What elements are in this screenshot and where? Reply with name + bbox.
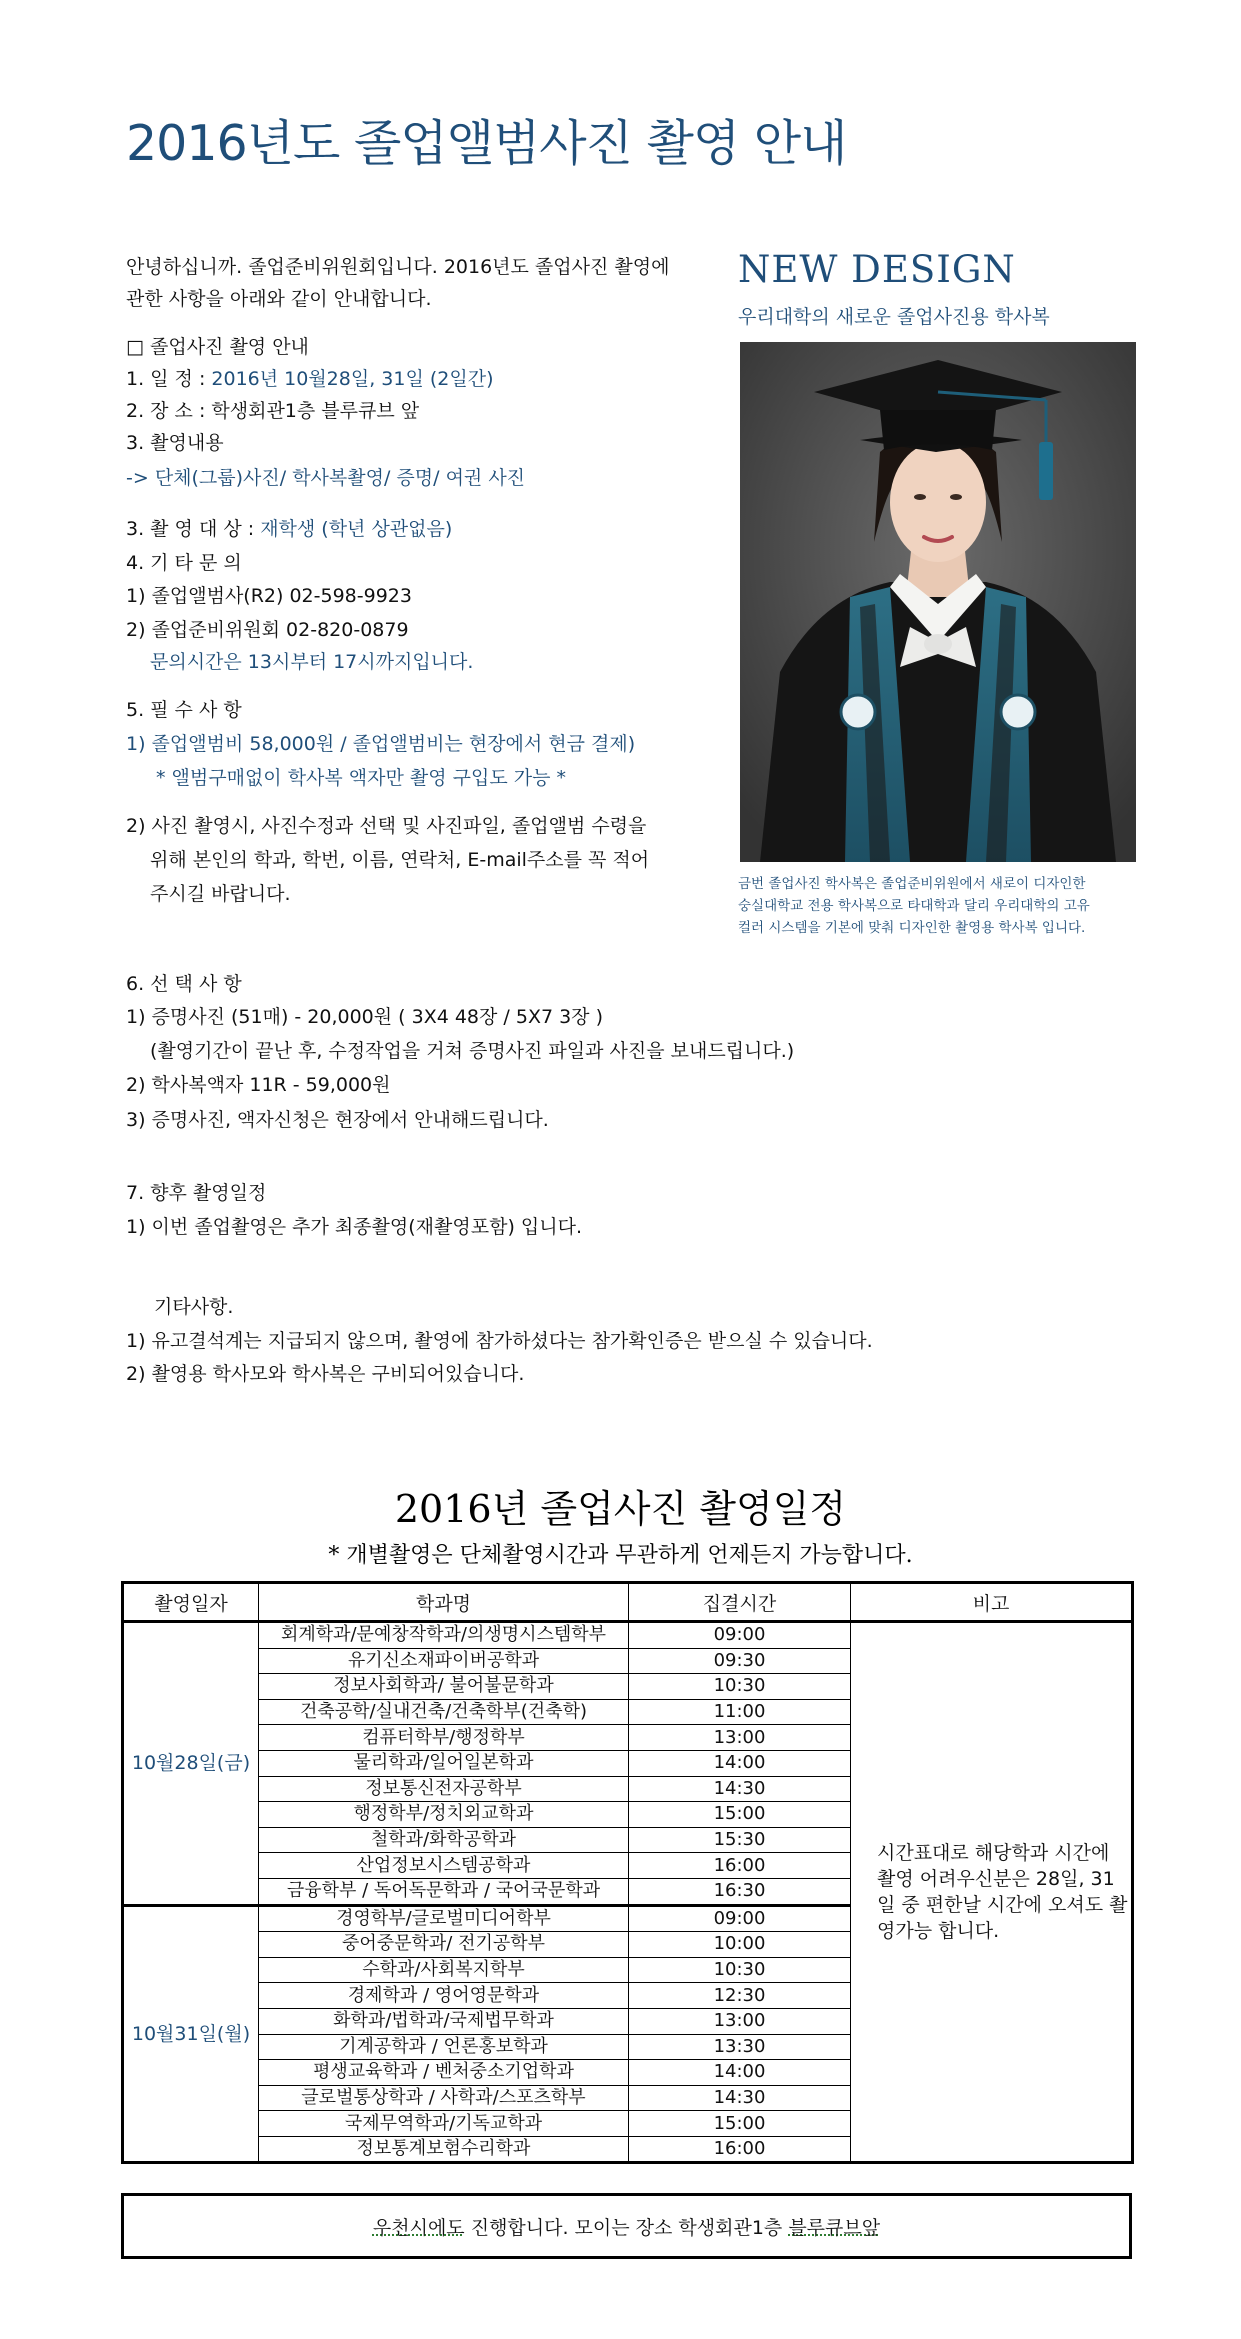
new-design-title: NEW DESIGN — [738, 248, 1016, 291]
schedule-title: 2016년 졸업사진 촬영일정 — [394, 1487, 847, 1531]
department-name: 중어중문학과/ 전기공학부 — [259, 1932, 629, 1958]
department-name: 글로벌통상학과 / 사학과/스포츠학부 — [259, 2085, 629, 2111]
gather-time: 13:00 — [629, 2008, 851, 2034]
gather-time: 14:00 — [629, 1750, 851, 1776]
department-name: 건축공학/실내건축/건축학부(건축학) — [259, 1699, 629, 1725]
department-name: 컴퓨터학부/행정학부 — [259, 1725, 629, 1751]
footer-rain: 우천시에도 — [372, 2216, 465, 2239]
department-name: 수학과/사회복지학부 — [259, 1957, 629, 1983]
graduation-gown-photo — [740, 342, 1136, 862]
required-2-line-2: 위해 본인의 학과, 학번, 이름, 연락처, E-mail주소를 꼭 적어 — [150, 849, 650, 871]
schedule-header-row — [123, 1583, 1133, 1622]
schedule-subtitle: * 개별촬영은 단체촬영시간과 무관하게 언제든지 가능합니다. — [328, 1543, 913, 1568]
target-line — [126, 517, 452, 541]
gather-time: 16:30 — [629, 1878, 851, 1905]
gown-caption — [738, 873, 1148, 939]
gather-time: 10:00 — [629, 1932, 851, 1958]
place-line: 2. 장 소 : 학생회관1층 블루큐브 앞 — [126, 400, 420, 422]
department-name: 철학과/화학공학과 — [259, 1827, 629, 1853]
required-1: 1) 졸업앨범비 58,000원 / 졸업앨범비는 현장에서 현금 결제) — [126, 733, 636, 755]
optional-3: 3) 증명사진, 액자신청은 현장에서 안내해드립니다. — [126, 1109, 549, 1131]
optional-2: 2) 학사복액자 11R - 59,000원 — [126, 1074, 391, 1096]
inquiry-hours: 문의시간은 13시부터 17시까지입니다. — [150, 651, 474, 673]
optional-1-note: (촬영기간이 끝난 후, 수정작업을 거쳐 증명사진 파일과 사진을 보내드립니다.) — [150, 1040, 795, 1062]
optional-1: 1) 증명사진 (51매) - 20,000원 ( 3X4 48장 / 5X7 3장 ) — [126, 1006, 603, 1028]
etc-2: 2) 촬영용 학사모와 학사복은 구비되어있습니다. — [126, 1363, 525, 1385]
required-label: 5. 필 수 사 항 — [126, 699, 242, 721]
shoot-date: 10월28일(금) — [123, 1622, 259, 1906]
gather-time: 15:30 — [629, 1827, 851, 1853]
schedule-dates — [126, 367, 494, 391]
department-name: 화학과/법학과/국제법무학과 — [259, 2008, 629, 2034]
caption-line-2: 숭실대학교 전용 학사복으로 타대학과 달리 우리대학의 고유 — [738, 898, 1090, 914]
guide-heading: □ 졸업사진 촬영 안내 — [126, 336, 309, 358]
gather-time: 10:30 — [629, 1674, 851, 1700]
department-name: 정보통계보험수리학과 — [259, 2136, 629, 2163]
department-name: 금융학부 / 독어독문학과 / 국어국문학과 — [259, 1878, 629, 1905]
inquiry-2: 2) 졸업준비위원회 02-820-0879 — [126, 619, 409, 641]
inquiry-1: 1) 졸업앨범사(R2) 02-598-9923 — [126, 585, 412, 607]
department-name: 유기신소재파이버공학과 — [259, 1648, 629, 1674]
department-name: 정보통신전자공학부 — [259, 1776, 629, 1802]
gather-time: 16:00 — [629, 2136, 851, 2163]
new-design-subtitle: 우리대학의 새로운 졸업사진용 학사복 — [738, 306, 1050, 328]
schedule-note: 시간표대로 해당학과 시간에 촬영 어려우신분은 28일, 31일 중 편한날 시간에 오셔도 촬영가능 합니다. — [851, 1622, 1133, 2163]
footer-middle: 진행합니다. 모이는 장소 학생회관1층 — [464, 2216, 789, 2239]
gather-time: 14:30 — [629, 2085, 851, 2111]
gather-time: 15:00 — [629, 2111, 851, 2137]
required-2-line-1: 2) 사진 촬영시, 사진수정과 선택 및 사진파일, 졸업앨범 수령을 — [126, 815, 647, 837]
intro-line-2: 관한 사항을 아래와 같이 안내합니다. — [126, 288, 432, 310]
gather-time: 10:30 — [629, 1957, 851, 1983]
gather-time: 09:30 — [629, 1648, 851, 1674]
header-department: 학과명 — [259, 1583, 629, 1622]
content-label: 3. 촬영내용 — [126, 432, 224, 454]
department-name: 기계공학과 / 언론홍보학과 — [259, 2034, 629, 2060]
future-1: 1) 이번 졸업촬영은 추가 최종촬영(재촬영포함) 입니다. — [126, 1216, 582, 1238]
target-value: 재학생 (학년 상관없음) — [260, 518, 453, 540]
future-label: 7. 향후 촬영일정 — [126, 1182, 267, 1204]
department-name: 회계학과/문예창작학과/의생명시스템학부 — [259, 1622, 629, 1649]
footer-place: 블루큐브앞 — [788, 2216, 881, 2239]
gather-time: 14:30 — [629, 1776, 851, 1802]
optional-label: 6. 선 택 사 항 — [126, 973, 242, 995]
gather-time: 12:30 — [629, 1983, 851, 2009]
gather-time: 13:00 — [629, 1725, 851, 1751]
gather-time: 14:00 — [629, 2060, 851, 2086]
department-name: 행정학부/정치외교학과 — [259, 1802, 629, 1828]
header-time: 집결시간 — [629, 1583, 851, 1622]
department-name: 경제학과 / 영어영문학과 — [259, 1983, 629, 2009]
department-name: 정보사회학과/ 불어불문학과 — [259, 1674, 629, 1700]
required-2-line-3: 주시길 바랍니다. — [150, 883, 291, 905]
inquiry-label: 4. 기 타 문 의 — [126, 552, 242, 574]
page-title: 2016년도 졸업앨범사진 촬영 안내 — [126, 115, 847, 172]
required-note: * 앨범구매없이 학사복 액자만 촬영 구입도 가능 * — [156, 767, 567, 789]
content-value: -> 단체(그룹)사진/ 학사복촬영/ 증명/ 여권 사진 — [126, 467, 526, 489]
footer-notice — [121, 2193, 1132, 2259]
department-name: 평생교육학과 / 벤처중소기업학과 — [259, 2060, 629, 2086]
gather-time: 15:00 — [629, 1802, 851, 1828]
department-name: 물리학과/일어일본학과 — [259, 1750, 629, 1776]
gather-time: 09:00 — [629, 1905, 851, 1932]
gather-time: 13:30 — [629, 2034, 851, 2060]
header-date: 촬영일자 — [123, 1583, 259, 1622]
intro-line-1: 안녕하십니까. 졸업준비위원회입니다. 2016년도 졸업사진 촬영에 — [126, 256, 670, 278]
etc-1: 1) 유고결석계는 지급되지 않으며, 촬영에 참가하셨다는 참가확인증은 받으실 수 있습니다. — [126, 1330, 873, 1352]
caption-line-1: 금번 졸업사진 학사복은 졸업준비위원에서 새로이 디자인한 — [738, 876, 1086, 892]
gather-time: 09:00 — [629, 1622, 851, 1649]
table-row — [123, 1622, 1133, 1649]
graduate-portrait-illustration — [740, 342, 1136, 862]
department-name: 국제무역학과/기독교학과 — [259, 2111, 629, 2137]
date-label: 1. 일 정 : — [126, 368, 212, 390]
department-name: 경영학부/글로벌미디어학부 — [259, 1905, 629, 1932]
caption-line-3: 컬러 시스템을 기본에 맞춰 디자인한 촬영용 학사복 입니다. — [738, 920, 1086, 936]
header-note: 비고 — [851, 1583, 1133, 1622]
schedule-table — [121, 1581, 1134, 2164]
shoot-date: 10월31일(월) — [123, 1905, 259, 2163]
gather-time: 11:00 — [629, 1699, 851, 1725]
target-label: 3. 촬 영 대 상 : — [126, 518, 261, 540]
etc-label: 기타사항. — [154, 1296, 234, 1318]
department-name: 산업정보시스템공학과 — [259, 1853, 629, 1879]
date-value: 2016년 10월28일, 31일 (2일간) — [211, 368, 494, 390]
gather-time: 16:00 — [629, 1853, 851, 1879]
